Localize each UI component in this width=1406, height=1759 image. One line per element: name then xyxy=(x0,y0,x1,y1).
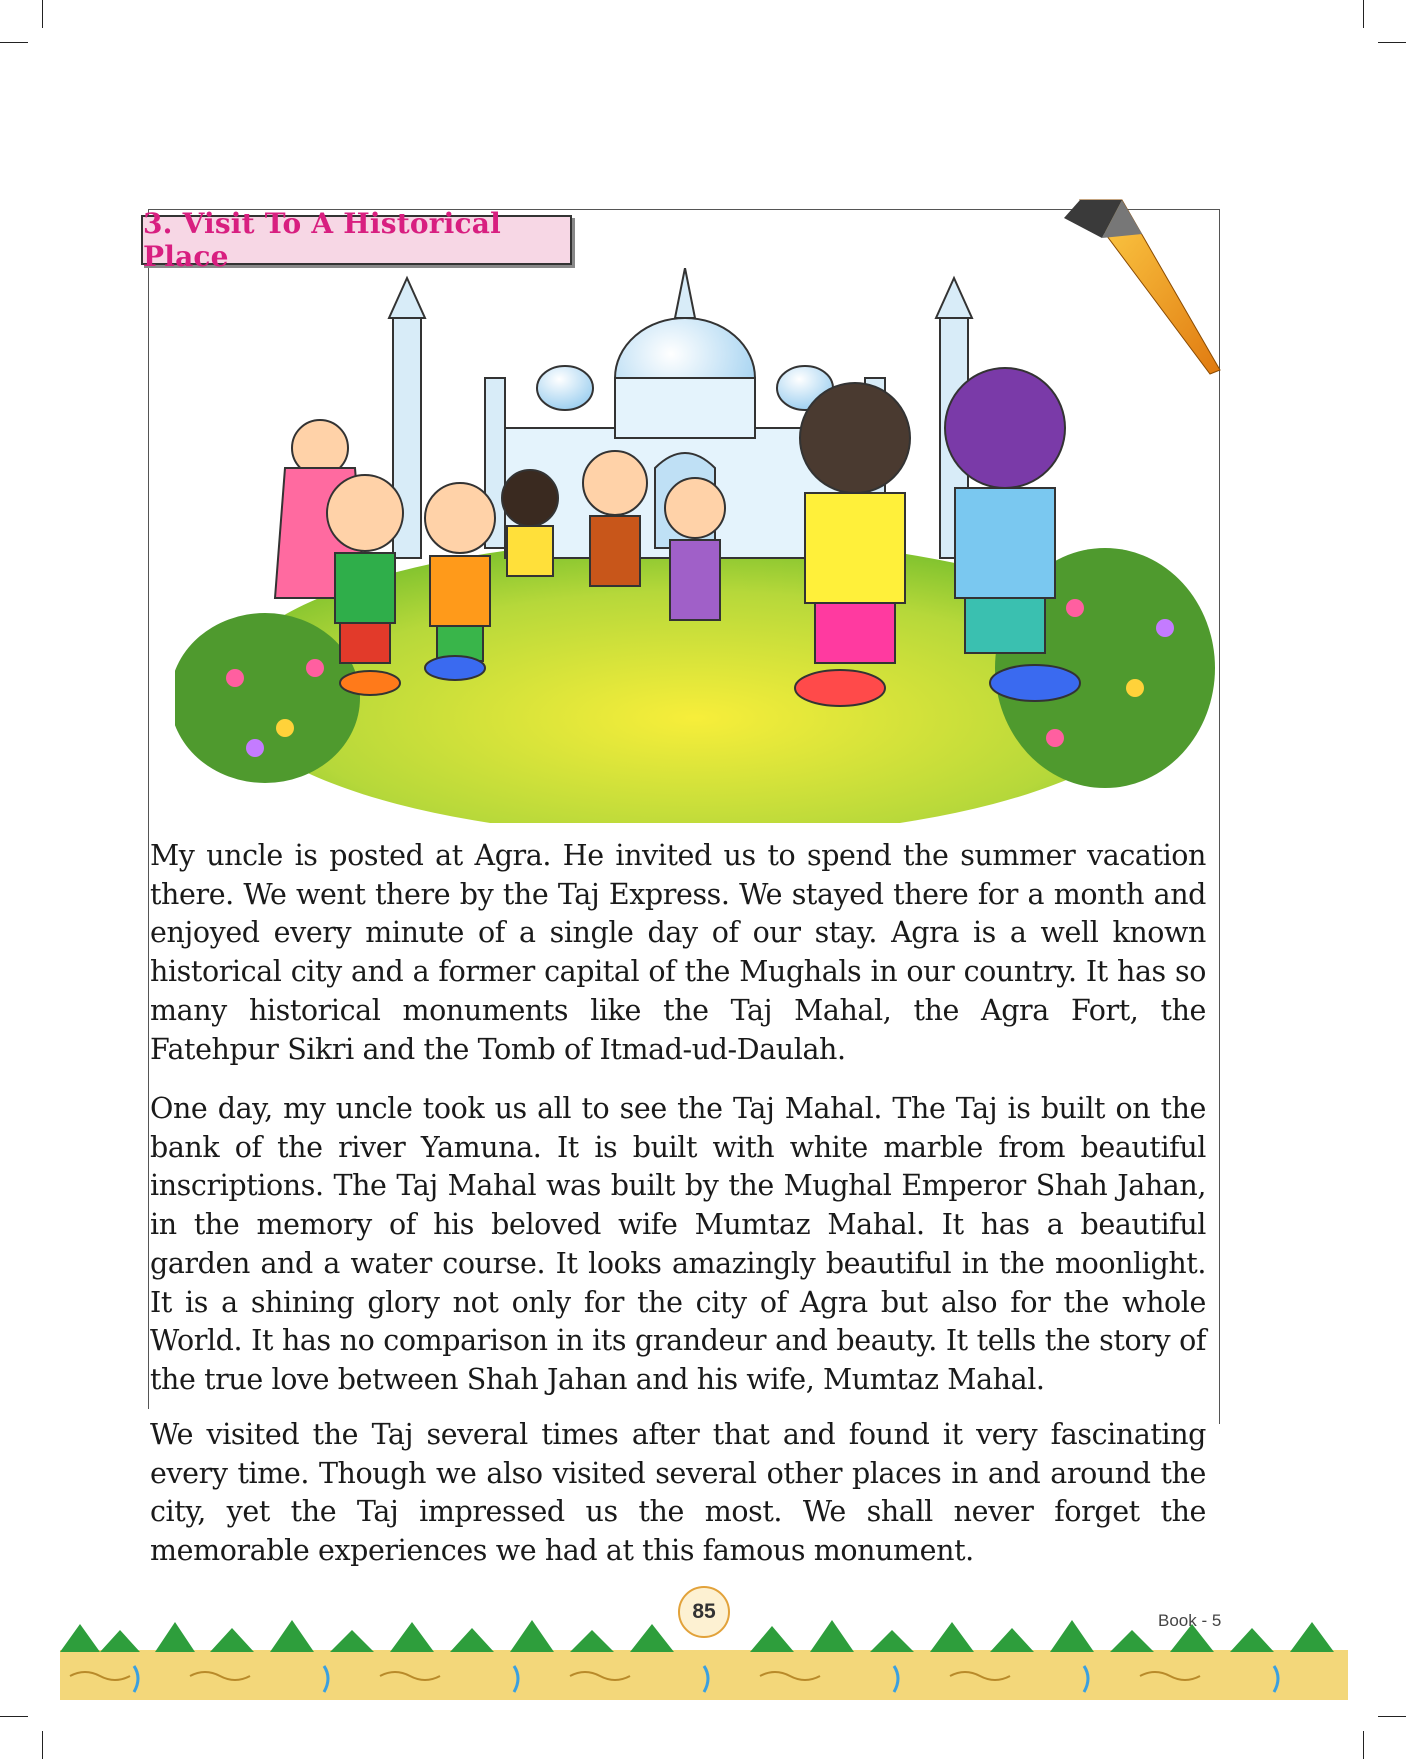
crop-mark xyxy=(1363,0,1364,28)
crop-mark xyxy=(42,1731,43,1759)
section-title-box xyxy=(141,207,572,273)
crop-mark xyxy=(0,42,28,43)
paragraph-1: My uncle is posted at Agra. He invited us to spend the summer vacation there. We went there by the Taj Express. We stayed there for a month and enjoyed every minute of a single day of our stay. Agra is a well known historical city and a former capital of the Mughals in our country. It has so many historical monuments like the Taj Mahal, the Agra Fort, the Fatehpur Sikri and the Tomb of Itmad-ud-Daulah. xyxy=(150,839,1206,1066)
paragraph-3: We visited the Taj several times after that and found it very fascinating every time. Though we also visited several other places in and around the city, yet the Taj impressed us the most. We shall never forget the memorable experiences we had at this famous monument. xyxy=(150,1418,1206,1568)
crop-mark xyxy=(1378,42,1406,43)
frame-left-line xyxy=(148,209,149,1409)
crop-mark xyxy=(1363,1731,1364,1759)
book-label: Book - 5 xyxy=(1158,1611,1222,1630)
paragraph-2: One day, my uncle took us all to see the Taj Mahal. The Taj is built on the bank of the river Yamuna. It is built with white marble from beautiful inscriptions. The Taj Mahal was built by the Mughal Emperor Shah Jahan, in the memory of his beloved wife Mumtaz Mahal. It has a beautiful garden and a water course. It looks amazingly beautiful in the moonlight. It is a shining glory not only for the city of Agra but also for the whole World. It has no comparison in its grandeur and beauty. It tells the story of the true love between Shah Jahan and his wife, Mumtaz Mahal. xyxy=(150,1092,1206,1396)
section-title: 3. Visit To A Historical Place xyxy=(143,207,501,273)
crop-mark xyxy=(42,0,43,28)
crop-mark xyxy=(0,1716,28,1717)
crop-mark xyxy=(1378,1716,1406,1717)
taj-mahal-children-illustration-icon xyxy=(175,268,1225,823)
page-number: 85 xyxy=(678,1586,730,1638)
